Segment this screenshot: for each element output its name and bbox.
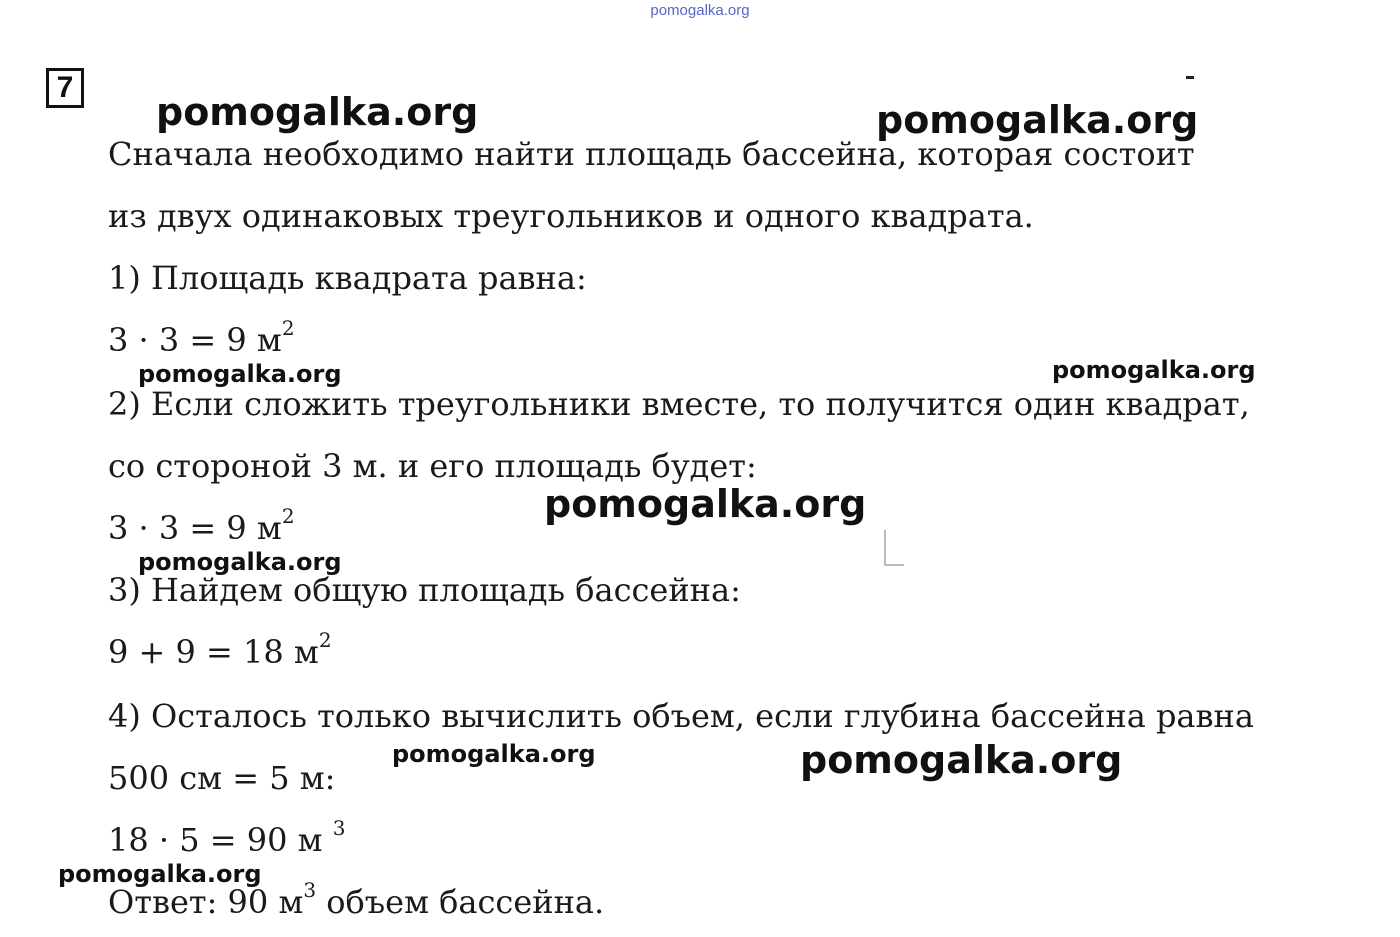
text-line-6: 3) Найдем общую площадь бассейна:	[108, 571, 741, 609]
answer-suffix: объем бассейна.	[316, 883, 605, 921]
text-line-4: 2) Если сложить треугольники вместе, то получится один квадрат,	[108, 385, 1250, 423]
watermark-6: pomogalka.org	[138, 548, 342, 576]
formula-4-text: 18 · 5 = 90 м	[108, 821, 333, 859]
formula-3	[108, 628, 332, 672]
formula-3-text: 9 + 9 = 18 м	[108, 633, 319, 671]
ghost-mark	[884, 530, 904, 566]
formula-2-exponent: 2	[281, 504, 295, 529]
watermark-7: pomogalka.org	[392, 740, 596, 768]
watermark-1: pomogalka.org	[156, 90, 479, 134]
answer-prefix: Ответ: 90 м	[108, 883, 304, 921]
formula-1-exponent: 2	[281, 316, 295, 341]
watermark-5: pomogalka.org	[544, 482, 867, 526]
text-line-7: 4) Осталось только вычислить объем, если глубина бассейна равна	[108, 697, 1254, 735]
formula-4-exponent: 3	[332, 816, 346, 841]
formula-1	[108, 316, 295, 360]
formula-1-text: 3 · 3 = 9 м	[108, 321, 282, 359]
top-watermark: pomogalka.org	[650, 2, 750, 19]
task-number-badge: 7	[46, 68, 84, 108]
answer-exponent: 3	[303, 878, 317, 903]
watermark-2: pomogalka.org	[876, 98, 1199, 142]
formula-2-text: 3 · 3 = 9 м	[108, 509, 282, 547]
formula-2	[108, 504, 295, 548]
text-line-5: со стороной 3 м. и его площадь будет:	[108, 447, 757, 485]
text-line-1: Сначала необходимо найти площадь бассейна, которая состоит	[108, 135, 1195, 173]
text-line-8: 500 см = 5 м:	[108, 759, 336, 797]
text-line-2: из двух одинаковых треугольников и одного квадрата.	[108, 197, 1034, 235]
formula-3-exponent: 2	[318, 628, 332, 653]
watermark-4: pomogalka.org	[1052, 356, 1256, 384]
tick-mark	[1186, 76, 1194, 79]
text-line-3: 1) Площадь квадрата равна:	[108, 259, 587, 297]
answer-line	[108, 878, 605, 922]
watermark-8: pomogalka.org	[800, 738, 1123, 782]
watermark-3: pomogalka.org	[138, 360, 342, 388]
formula-4	[108, 816, 346, 860]
watermark-9: pomogalka.org	[58, 860, 262, 888]
